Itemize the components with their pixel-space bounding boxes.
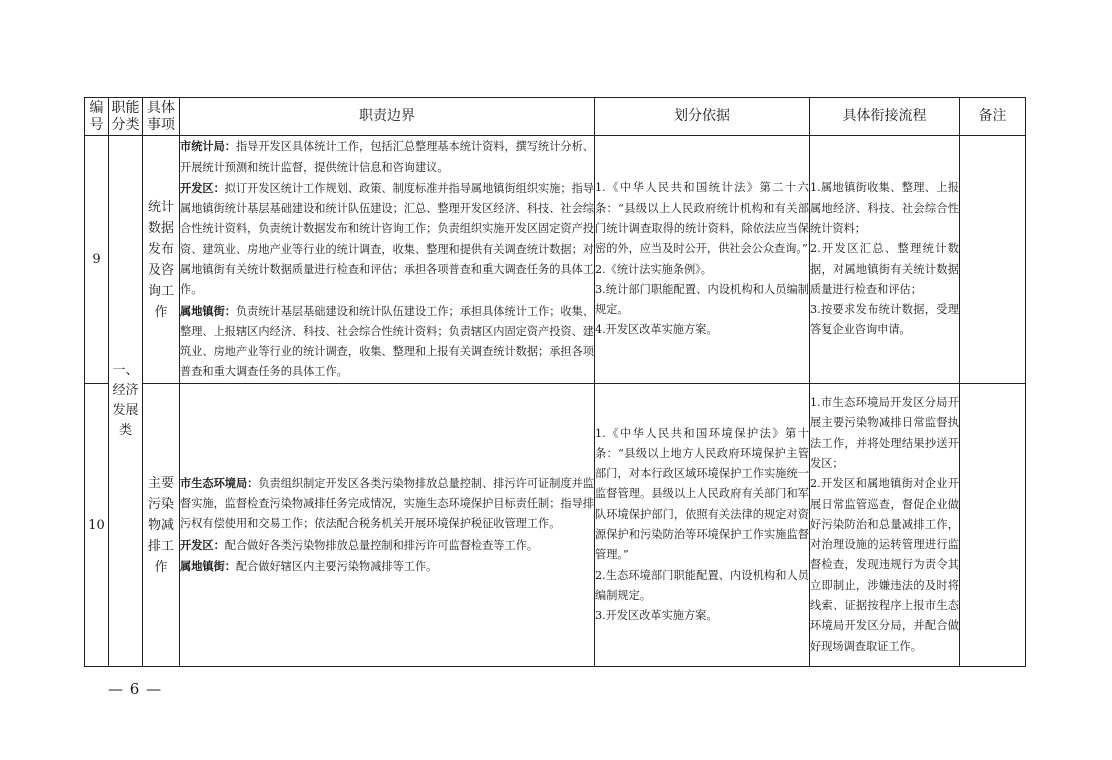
header-basis: 划分依据 [595, 98, 810, 136]
boundary-text: 负责组织制定开发区各类污染物排放总量控制、排污许可证制度并监督实施，监督检查污染物减排任务完成情况，实施生态环境保护目标责任制；指导排污权有偿使用和交易工作；依法配合税务机关开展环境保护税征收管理工作。 [180, 476, 594, 531]
category-label: 一、经济发展类 [112, 363, 139, 438]
party-label: 市生态环境局： [180, 475, 259, 490]
basis-item: 2.《统计法实施条例》。 [595, 262, 712, 276]
remark-cell [960, 384, 1026, 667]
boundary-paragraph [180, 473, 594, 535]
header-process: 具体衔接流程 [810, 98, 960, 136]
basis-item: 3.统计部门职能配置、内设机构和人员编制规定。 [595, 282, 809, 317]
party-label: 开发区： [180, 180, 225, 195]
process-step: 1.属地镇街收集、整理、上报属地经济、科技、社会综合性统计资料； [810, 181, 959, 235]
party-label: 市统计局： [180, 139, 236, 154]
item-cell [143, 384, 180, 667]
process-cell [810, 136, 960, 384]
header-remark: 备注 [960, 98, 1026, 136]
basis-item: 4.开发区改革实施方案。 [595, 323, 718, 337]
boundary-text: 拟订开发区统计工作规划、政策、制度标准并指导属地镇街组织实施；指导属地镇街统计基层基础建设和统计队伍建设；汇总、整理开发区经济、科技、社会综合性统计资料，负责统计数据发布和统计咨询工作；负责组织实施开发区固定资产投资、建筑业、房地产业等行业的统计调查，收集、整理和提供有关调查统计数据；对属地镇街有关统计数据质量进行检查和评估；承担各项普查和重大调查任务的具体工作。 [180, 181, 594, 297]
process-step: 3.按要求发布统计数据，受理答复企业咨询申请。 [810, 303, 959, 337]
basis-cell [595, 384, 810, 667]
item-label: 统计数据发布及咨询工作 [147, 199, 174, 320]
remark-cell [960, 136, 1026, 384]
boundary-text: 配合做好各类污染物排放总量控制和排污许可监督检查等工作。 [224, 538, 539, 552]
boundary-paragraph [180, 178, 594, 301]
basis-item: 1.《中华人民共和国统计法》第二十六条：“县级以上人民政府统计机构和有关部门统计调查取得的统计资料，除依法应当保密的外，应当及时公开，供社会公众查询。” [595, 181, 809, 256]
header-item: 具体事项 [143, 98, 180, 136]
boundary-cell [180, 136, 595, 384]
party-label: 属地镇街： [180, 558, 236, 573]
boundary-paragraph [180, 136, 594, 178]
basis-item: 2.生态环境部门职能配置、内设机构和人员编制规定。 [595, 568, 809, 602]
process-step: 1.市生态环境局开发区分局开展主要污染物减排日常监督执法工作，并将处理结果抄送开发区； [810, 396, 959, 470]
boundary-cell [180, 384, 595, 667]
table-row [85, 384, 1026, 667]
party-label: 开发区： [180, 537, 225, 552]
boundary-text: 指导开发区具体统计工作，包括汇总整理基本统计资料，撰写统计分析、开展统计预测和统计监督，提供统计信息和咨询建议。 [180, 140, 594, 174]
header-row [85, 98, 1026, 136]
basis-item: 1.《中华人民共和国环境保护法》第十条：“县级以上地方人民政府环境保护主管部门，对本行政区域环境保护工作实施统一监督管理。县级以上人民政府有关部门和军队环境保护部门，依照有关法律的规定对资源保护和污染防治等环境保护工作实施监督管理。” [595, 426, 809, 562]
duty-table [84, 97, 1026, 667]
process-step: 2.开发区汇总、整理统计数据，对属地镇街有关统计数据质量进行检查和评估； [810, 242, 959, 296]
row-number: 9 [85, 136, 109, 384]
boundary-paragraph [180, 535, 594, 556]
boundary-text: 负责统计基层基础建设和统计队伍建设工作；承担具体统计工作；收集、整理、上报辖区内经济、科技、社会综合性统计资料；负责辖区内固定资产投资、建筑业、房地产业等行业的统计调查，收集、整理和上报有关调查统计数据；承担各项普查和重大调查任务的具体工作。 [180, 304, 594, 379]
process-step: 2.开发区和属地镇街对企业开展日常监管巡查，督促企业做好污染防治和总量减排工作，对治理设施的运转管理进行监督检查，发现违规行为责令其立即制止，涉嫌违法的及时将线索、证据按程序上报市生态环境局开发区分局，并配合做好现场调查取证工作。 [810, 477, 959, 653]
process-cell [810, 384, 960, 667]
header-num: 编号 [85, 98, 109, 136]
header-boundary: 职责边界 [180, 98, 595, 136]
party-label: 属地镇街： [180, 303, 236, 318]
boundary-text: 配合做好辖区内主要污染物减排等工作。 [235, 559, 438, 573]
table-row [85, 136, 1026, 384]
boundary-paragraph [180, 301, 594, 383]
item-cell [143, 136, 180, 384]
boundary-paragraph [180, 556, 594, 577]
basis-cell [595, 136, 810, 384]
basis-item: 3.开发区改革实施方案。 [595, 609, 718, 623]
page-number: — 6 — [108, 680, 163, 698]
header-category: 职能分类 [109, 98, 143, 136]
row-number: 10 [85, 384, 109, 667]
item-label: 主要污染物减排工作 [147, 475, 174, 575]
category-cell [109, 136, 143, 667]
